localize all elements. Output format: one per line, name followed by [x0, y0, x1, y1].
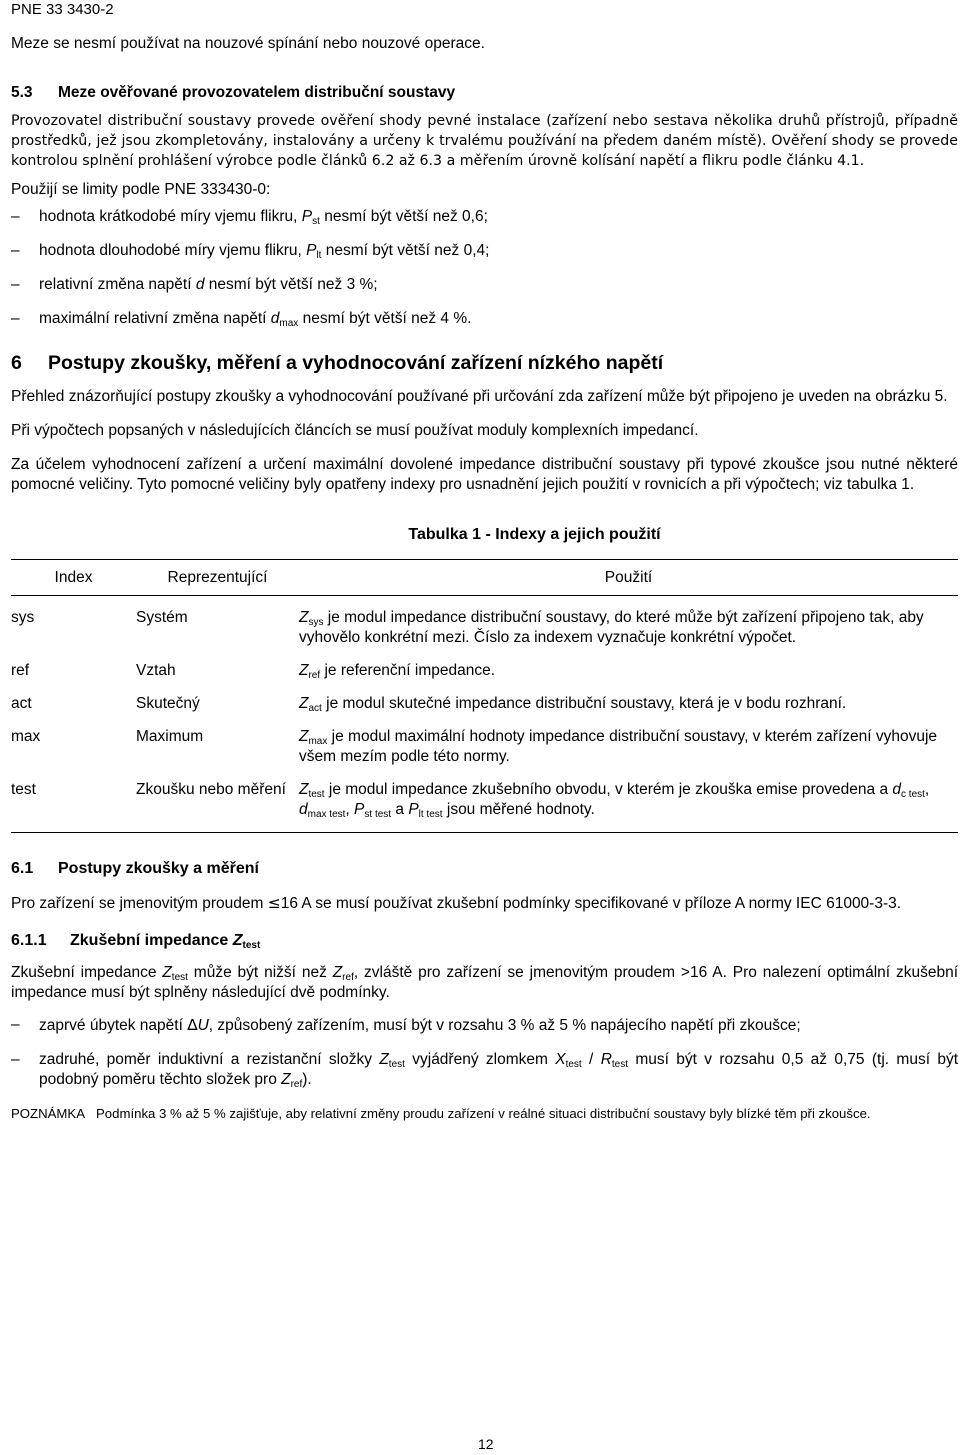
page-body: [11, 34, 958, 1123]
list-item: – maximální relativní změna napětí $d_{max}$ nesmí být větší než 4 %.: [11, 309, 958, 329]
list-item: – relativní změna napětí d nesmí být větší než 3 %;: [11, 275, 958, 295]
paragraph: Pro zařízení se jmenovitým proudem ≤16 A se musí používat zkušební podmínky specifikované v příloze A normy IEC 61000-3-3.: [11, 894, 902, 912]
limits-intro: Použijí se limity podle PNE 333430-0:: [11, 181, 271, 198]
paragraph: Za účelem vyhodnocení zařízení a určení maximální dovolené impedance distribuční soustavy při typové zkoušce jsou nutné některé pomocné veličiny. Tyto pomocné veličiny byly opatřeny indexy pro usnadnění jejich použití v rovnicích a při výpočtech; viz tabulka 1.: [11, 456, 958, 493]
table-cell: $Z_{ref}$ je referenční impedance.: [299, 662, 496, 681]
section-6-1-1-heading: [11, 931, 958, 951]
column-header: Index: [11, 560, 136, 596]
limits-list: [11, 207, 958, 329]
table-cell: max: [11, 728, 41, 745]
table-row: [11, 596, 958, 662]
paragraph: Přehled znázorňující postupy zkoušky a vyhodnocování používané při určování zda zařízení může být připojeno je uveden na obrázku 5.: [11, 388, 948, 405]
note-label: POZNÁMKA: [11, 1106, 86, 1121]
paragraph: Při výpočtech popsaných v následujících článcích se musí používat moduly komplexních impedancí.: [11, 422, 699, 439]
table-row: [11, 780, 958, 833]
table-row: [11, 727, 958, 780]
conditions-list: [11, 1015, 958, 1090]
document-id: PNE 33 3430-2: [11, 1, 114, 18]
section-title: Postupy zkoušky a měření: [58, 860, 259, 877]
section-title: Meze ověřované provozovatelem distribuční soustavy: [58, 84, 456, 101]
list-item: – hodnota dlouhodobé míry vjemu flikru, $P_{lt}$ nesmí být větší než 0,4;: [11, 241, 958, 261]
list-item: – hodnota krátkodobé míry vjemu flikru, $P_{st}$ nesmí být větší než 0,6;: [11, 207, 958, 227]
table-cell: Skutečný: [136, 695, 200, 712]
paragraph: Zkušební impedance $Z_{test}$ může být nižší než $Z_{ref}$, zvláště pro zařízení se jmenovitým proudem >16 A. Pro nalezení optimální zkušební impedance musí být splněny následující dvě podmínky.: [11, 964, 958, 1001]
section-title: Zkušební impedance $Z_{test}$: [70, 932, 261, 951]
table-cell: act: [11, 695, 32, 712]
list-item: – zaprvé úbytek napětí ∆U, způsobený zařízením, musí být v rozsahu 3 % až 5 % napájecího napětí při zkoušce;: [11, 1015, 958, 1036]
table-cell: ref: [11, 662, 30, 679]
note: [11, 1104, 958, 1123]
table-row: [11, 694, 958, 727]
section-number: 6.1: [11, 860, 34, 877]
note-text: Podmínka 3 % až 5 % zajišťuje, aby relativní změny proudu zařízení v reálné situaci distribuční soustavy byly blízké těm při zkoušce.: [96, 1106, 871, 1121]
table-cell: Zkoušku nebo měření: [136, 780, 299, 833]
index-table: [11, 559, 958, 833]
table-header-row: [11, 560, 958, 596]
less-equal-symbol: ≤: [267, 894, 281, 912]
table-cell: test: [11, 780, 136, 833]
table-cell: $Z_{max}$ je modul maximální hodnoty impedance distribuční soustavy, v kterém zařízení vyhovuje všem mezím podle této normy.: [299, 728, 938, 765]
table-cell: sys: [11, 609, 35, 626]
table-caption: Tabulka 1 - Indexy a jejich použití: [408, 526, 661, 543]
page-number: 12: [478, 1436, 494, 1452]
table-cell: $Z_{test}$ je modul impedance zkušebního obvodu, v kterém je zkouška emise provedena a $d_{c test}$, $d_{max test}$, $P_{st test}$ a $P_{lt test}$ jsou měřené hodnoty.: [299, 780, 958, 833]
table-cell: $Z_{act}$ je modul skutečné impedance distribuční soustavy, která je v bodu rozhraní.: [299, 695, 847, 714]
table-cell: Vztah: [136, 662, 176, 679]
column-header: Reprezentující: [136, 560, 299, 596]
section-number: 5.3: [11, 84, 33, 101]
section-5-3-paragraph: Provozovatel distribuční soustavy provede ověření shody pevné instalace (zařízení nebo sestava několika druhů přístrojů, případně prostředků, jež jsou zkompletovány, instalovány a určeny k trvalému používání na předem daném místě). Ověření shody se provede kontrolou splnění prohlášení výrobce podle článků 6.2 až 6.3 a měřením úrovně kolísání napětí a flikru podle článku 4.1.: [11, 113, 958, 169]
section-6-1-heading: [11, 859, 958, 879]
section-5-3-heading: [11, 83, 958, 103]
section-number: 6.1.1: [11, 932, 47, 949]
list-item: – zadruhé, poměr induktivní a rezistanční složky $Z_{test}$ vyjádřený zlomkem $X_{test} / R_{test}$ musí být v rozsahu 0,5 až 0,75 (tj. musí být podobný poměru těchto složek pro $Z_{ref}$).: [11, 1050, 958, 1090]
table-row: [11, 661, 958, 694]
table-cell: Systém: [136, 609, 188, 626]
table-cell: $Z_{sys}$ je modul impedance distribuční soustavy, do které může být zařízení připojeno tak, aby vyhovělo konkrétní mezi. Číslo za indexem vyznačuje konkrétní výpočet.: [299, 609, 924, 646]
table-cell: Maximum: [136, 728, 204, 745]
intro-line: Meze se nesmí používat na nouzové spínání nebo nouzové operace.: [11, 35, 485, 52]
section-6-heading: [11, 353, 958, 373]
section-number: 6: [11, 352, 22, 374]
column-header: Použití: [299, 560, 958, 596]
section-title: Postupy zkoušky, měření a vyhodnocování zařízení nízkého napětí: [48, 352, 664, 374]
delta-symbol: ∆: [187, 1016, 198, 1034]
